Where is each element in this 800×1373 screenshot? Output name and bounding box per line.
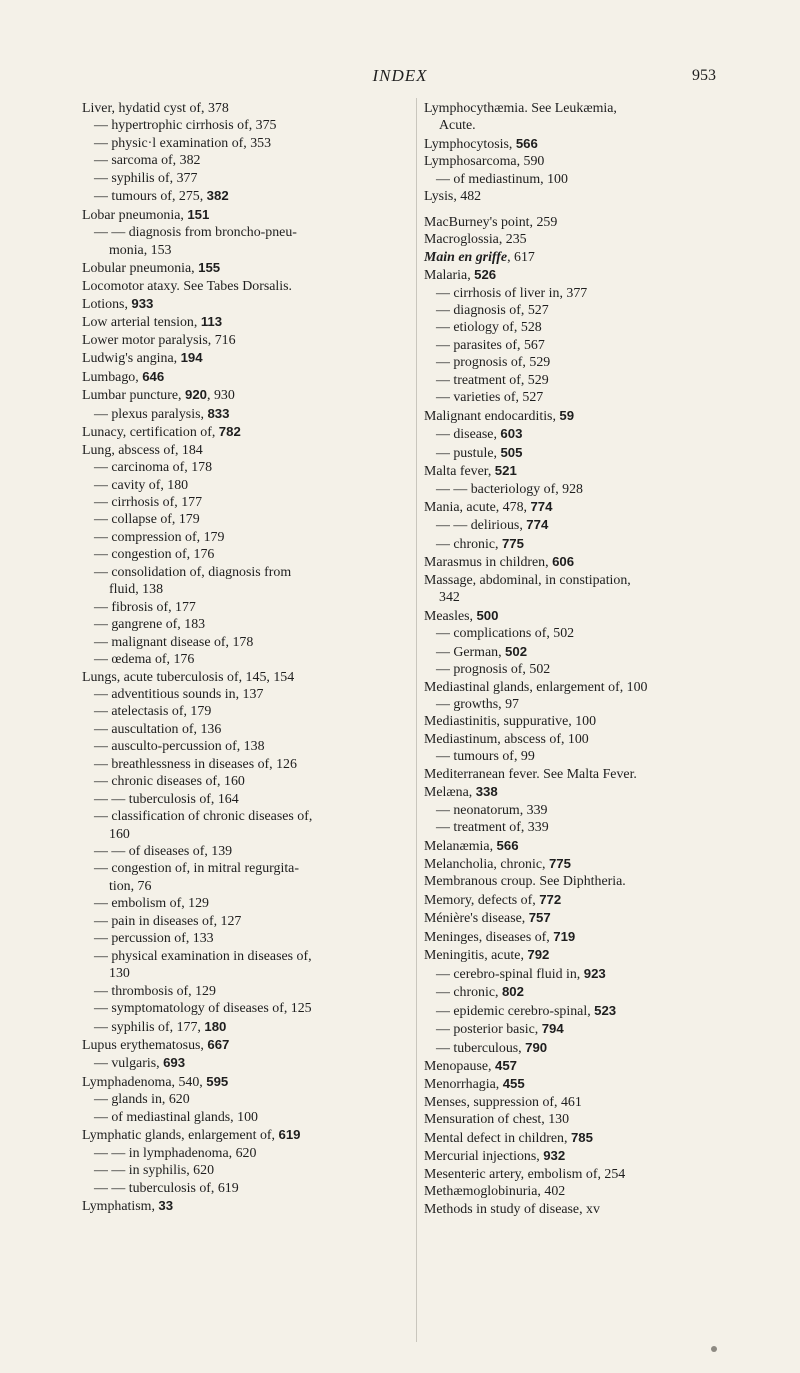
index-entry: — gangrene of, 183: [94, 617, 206, 633]
index-entry: — ausculto-percussion of, 138: [94, 739, 265, 755]
index-entry: — consolidation of, diagnosis from fluid, 138: [94, 564, 292, 598]
index-entry: Measles, 500: [424, 607, 499, 624]
index-entry: — disease, 603: [436, 426, 523, 443]
index-entry: Menorrhagia, 455: [424, 1076, 525, 1093]
index-entry: Melæna, 338: [424, 784, 498, 801]
index-entry: — cavity of, 180: [94, 477, 189, 493]
index-entry: — auscultation of, 136: [94, 721, 222, 737]
index-entry: Locomotor ataxy. See Tabes Dorsalis.: [82, 278, 293, 294]
index-entry: — — diagnosis from broncho-pneu- monia, 153: [94, 225, 297, 258]
index-entry: — physic·l examination of, 353: [94, 135, 272, 151]
index-entry: — epidemic cerebro-spinal, 523: [436, 1002, 617, 1019]
index-entry: Mercurial injections, 932: [424, 1148, 566, 1165]
index-entry: Malta fever, 521: [424, 463, 517, 480]
index-entry: — tuberculous, 790: [436, 1039, 548, 1056]
index-entry: Lower motor paralysis, 716: [82, 332, 236, 348]
index-entry: Malaria, 526: [424, 267, 497, 284]
index-entry: — syphilis of, 377: [94, 170, 198, 186]
index-entry: Mediastinum, abscess of, 100: [424, 731, 589, 747]
index-entry: Ludwig's angina, 194: [82, 350, 203, 367]
index-entry: — atelectasis of, 179: [94, 704, 212, 720]
index-entry: Lysis, 482: [424, 189, 482, 205]
index-entry: Meningitis, acute, 792: [424, 947, 550, 964]
index-entry: Massage, abdominal, in constipation, 342: [424, 572, 631, 606]
index-entry: Melancholia, chronic, 775: [424, 856, 571, 873]
index-entry: — malignant disease of, 178: [94, 634, 254, 650]
index-entry: Methæmoglobinuria, 402: [424, 1184, 566, 1200]
index-entry: — chronic, 802: [436, 984, 524, 1001]
index-entry: — prognosis of, 502: [436, 662, 551, 678]
index-entry: — embolism of, 129: [94, 896, 209, 912]
index-entry: — compression of, 179: [94, 529, 225, 545]
index-entry: — German, 502: [436, 643, 528, 660]
index-entry: — cirrhosis of liver in, 377: [436, 285, 588, 301]
index-entry: — fibrosis of, 177: [94, 599, 196, 615]
index-entry: — thrombosis of, 129: [94, 983, 216, 999]
index-entry: MacBurney's point, 259: [424, 214, 558, 230]
index-entry: — tumours of, 99: [436, 749, 535, 765]
index-entry: — tumours of, 275, 382: [94, 188, 229, 205]
index-entry: Membranous croup. See Diphtheria.: [424, 874, 626, 890]
index-entry: — percussion of, 133: [94, 931, 214, 947]
index-entry: — parasites of, 567: [436, 337, 545, 353]
index-entry: — syphilis of, 177, 180: [94, 1018, 227, 1035]
index-entry: Lumbar puncture, 920, 930: [82, 387, 235, 404]
index-entry: — neonatorum, 339: [436, 802, 548, 818]
index-entry: Lymphocytosis, 566: [424, 135, 538, 152]
index-entry: — — tuberculosis of, 164: [94, 791, 239, 807]
index-entry: — — tuberculosis of, 619: [94, 1180, 239, 1196]
left-index-column: [82, 100, 406, 1216]
right-index-column: [424, 100, 754, 1218]
index-entry: — congestion of, in mitral regurgita- tion, 76: [94, 861, 299, 894]
index-entry: — œdema of, 176: [94, 652, 195, 668]
index-entry: Mania, acute, 478, 774: [424, 498, 553, 515]
index-entry: Lotions, 933: [82, 295, 154, 312]
index-entry: Lunacy, certification of, 782: [82, 424, 241, 441]
index-entry: — varieties of, 527: [436, 390, 544, 406]
index-entry: — adventitious sounds in, 137: [94, 686, 264, 702]
index-entry: — physical examination in diseases of, 130: [94, 948, 312, 982]
page-header: [0, 66, 800, 90]
index-entry: Meninges, diseases of, 719: [424, 928, 576, 945]
index-entry: — treatment of, 339: [436, 820, 549, 836]
index-entry: Lobular pneumonia, 155: [82, 260, 221, 277]
running-title: INDEX: [372, 66, 428, 85]
print-speck: [711, 1346, 717, 1352]
index-entry: Mesenteric artery, embolism of, 254: [424, 1166, 626, 1182]
index-entry: — of mediastinal glands, 100: [94, 1109, 258, 1125]
index-entry: — — of diseases of, 139: [94, 844, 233, 860]
index-entry: Memory, defects of, 772: [424, 891, 562, 908]
index-entry: — vulgaris, 693: [94, 1055, 186, 1072]
index-entry: Ménière's disease, 757: [424, 910, 551, 927]
index-entry: — growths, 97: [436, 696, 519, 712]
index-entry: — complications of, 502: [436, 626, 575, 642]
index-entry: — prognosis of, 529: [436, 355, 551, 371]
index-entry: Mediterranean fever. See Malta Fever.: [424, 766, 637, 782]
index-entry: — — bacteriology of, 928: [436, 481, 583, 497]
index-entry: — etiology of, 528: [436, 320, 542, 336]
index-entry: — classification of chronic diseases of, 160: [94, 809, 313, 842]
index-entry: — cerebro-spinal fluid in, 923: [436, 965, 606, 982]
index-entry: Lymphocythæmia. See Leukæmia, Acute.: [424, 101, 617, 134]
index-entry: — symptomatology of diseases of, 125: [94, 1001, 312, 1017]
index-entry: — glands in, 620: [94, 1092, 190, 1108]
index-entry: Lymphatic glands, enlargement of, 619: [82, 1127, 301, 1144]
index-entry: — treatment of, 529: [436, 372, 549, 388]
index-entry: — collapse of, 179: [94, 512, 200, 528]
index-entry: Lung, abscess of, 184: [82, 442, 203, 458]
index-entry: Methods in study of disease, xv: [424, 1201, 600, 1217]
index-entry: — posterior basic, 794: [436, 1021, 564, 1038]
index-entry: — pain in diseases of, 127: [94, 913, 242, 929]
index-entry: — hypertrophic cirrhosis of, 375: [94, 118, 277, 134]
index-entry: Menopause, 457: [424, 1058, 517, 1075]
index-entry: — cirrhosis of, 177: [94, 494, 203, 510]
index-entry: — diagnosis of, 527: [436, 302, 549, 318]
column-divider: [416, 98, 417, 1342]
index-entry: Marasmus in children, 606: [424, 554, 575, 571]
index-entry: Mental defect in children, 785: [424, 1129, 593, 1146]
index-entry: Mensuration of chest, 130: [424, 1112, 570, 1128]
index-entry: Lymphadenoma, 540, 595: [82, 1073, 229, 1090]
index-entry: — — in lymphadenoma, 620: [94, 1145, 257, 1161]
index-entry: Lymphatism, 33: [82, 1198, 174, 1215]
index-entry: — breathlessness in diseases of, 126: [94, 756, 297, 772]
index-entry: Lupus erythematosus, 667: [82, 1037, 230, 1054]
index-entry: Main en griffe, 617: [424, 249, 535, 265]
index-entry: — of mediastinum, 100: [436, 171, 568, 187]
index-entry: Lobar pneumonia, 151: [82, 206, 210, 223]
index-entry: Liver, hydatid cyst of, 378: [82, 101, 229, 116]
index-entry: Malignant endocarditis, 59: [424, 407, 575, 424]
index-entry: — plexus paralysis, 833: [94, 405, 230, 422]
index-entry: — — in syphilis, 620: [94, 1163, 215, 1179]
index-entry: — — delirious, 774: [436, 517, 549, 534]
index-entry: Low arterial tension, 113: [82, 314, 223, 331]
index-entry: Macroglossia, 235: [424, 232, 527, 248]
index-entry: — sarcoma of, 382: [94, 153, 201, 169]
index-entry: Lumbago, 646: [82, 368, 165, 385]
index-entry: Lymphosarcoma, 590: [424, 154, 545, 170]
index-entry: — pustule, 505: [436, 444, 523, 461]
index-entry: — carcinoma of, 178: [94, 460, 213, 476]
index-entry: — chronic, 775: [436, 535, 524, 552]
page-number: 953: [692, 67, 716, 84]
index-entry: Melanæmia, 566: [424, 837, 519, 854]
index-entry: — congestion of, 176: [94, 547, 215, 563]
index-entry: Menses, suppression of, 461: [424, 1094, 582, 1110]
index-entry: — chronic diseases of, 160: [94, 774, 245, 790]
index-entry: Mediastinal glands, enlargement of, 100: [424, 679, 648, 695]
index-entry: Lungs, acute tuberculosis of, 145, 154: [82, 669, 295, 685]
index-entry: Mediastinitis, suppurative, 100: [424, 714, 597, 730]
